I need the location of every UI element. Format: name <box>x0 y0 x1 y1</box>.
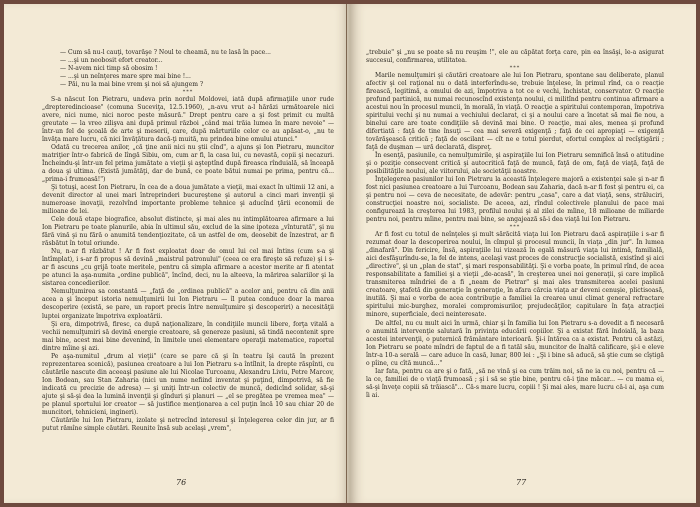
section-separator: *** <box>182 89 194 96</box>
paragraph: Ar fi fost cu totul de neînţeles şi mult sărăcită viaţa lui Ion Pietraru dacă aspiraţiile i s-ar fi rezumat doar la descoperirea noului, în cîmpul şi procesul muncii, în viaţa „din jur". În lumea „dinafară". Din fericire, însă, aspiraţiile lui vizează în egală măsură viaţa lui intimă, familială, aici desfăşurîndu-se, la fel de intens, acelaşi vast proces de construcţie socialistă, existînd şi aici „directive", şi un „plan de stat", şi mari responsabilităţi. Şi e vorba poate, în primul rînd, de acea responsabilitate a familiei şi a vieţii „de-acasă", în creşterea unei noi generaţii, şi care implică transmiterea mîndriei de a fi „neam de Pietrar" şi mai ales transmiterea acelei pasiuni creatoare, ştafetă din generaţie în generaţie, în afara cărcia viaţa ar deveni cenuşie, plictisoasă, inutilă. Şi mai e vorba de acea contribuţie a familiei la crearea unui climat general refractare spiritului mic-burghez, moralei compromisurilor, prejudecăţilor, capitulare în faţa atracţiei minore, superficiale, deci neinteresate. <box>366 231 664 319</box>
paragraph: Şi era, dimpotrivă, firesc, ca după naţionalizare, în condiţiile muncii libere, forţa vitală a vechii nemulţumiri să devină energie creatoare, să genereze pasiuni, să tindă necontenit spre mai bine, acest mai bine devenind, în limitele unei elementare operaţii matematice, raportul dintre mîine şi azi. <box>42 320 334 352</box>
paragraph: Pe aşa-numitul „drum al vieţii" (care se pare că şi în teatru îşi caută în prezent reprezentarea scenică), pasiunea creatoare a lui Ion Pietraru s-a întîlnit, la drepte răspînti, cu căutările nascute din aceeaşi pasiune ale lui Nicolae Turcoanu, Alexandru Liviu, Petre Marcov, Ion Bodean, sau Stan Zaharia (nici un nume nefiind inventat şi puţind, dimpotrivă, să fie indicată cu precizie de adresa) — şi uniţi într-un colectiv de muncă, dedicînd solidar, să-şi ajute şi să-şi dea la lumină invenţii şi gînduri şi planuri — „el se pregătea pe vremea mea" — pe planul sportului lor creator — să justifice menţionarea a cel puţin încă 10 sau chiar 20 de muncitori, tehnicieni, ingineri). <box>42 352 334 416</box>
paragraph: În esenţă, pasiunile, ca nemulţumirile, şi aspiraţiile lui Ion Pietraru semnifică însă o atitudine şi o poziţie consecvent critică şi autocritică faţă de muncă, faţă de om, faţă de viaţă, faţă de posibilităţile noului, ale viitorului, ale societăţii noastre. <box>366 152 664 176</box>
section-separator: *** <box>509 224 521 231</box>
paragraph: Nu, n-ar fi răzbătut ! Ar fi fost exploatat doar de omul lui cel mai întins (cum s-a şi întîmplat), i s-ar fi propus să devină „maistrul patronului" (ceea ce era fireşte să refuze) şi i s-ar fi ascuns „cu grijă toate meritele, pentru că simpla afirmare a acestor merite ar fi atentat pe atunci la aşa-numita „ordine publică", încînd, deci, nu la alteeva, la mărirea salariilor şi la sistarea concedierilor. <box>42 248 334 288</box>
dialogue-line: — ...şi un neînţeres mare spre mai bine !... <box>60 73 191 81</box>
page-number: 77 <box>516 478 527 487</box>
paragraph: De altfel, nu cu mult aici în urmă, chiar şi în familia lui Ion Pietraru s-a dovedit a fi necesară o anumită intervenţie salutară în privinţa educării copiilor. Şi a existat fără îndoială, la baza acestei intervenţii, o puternică frământare interioară. Şi-i întărea ca a existat. Pentru că astăzi, Ion Pietraru se poate mîndri de faptul de a fi tatăl său, muncitor de înaltă calificare, şi-i e eleve într-a 10-a serală — care aduce în casă, lunar, 800 lei : „Şi i bine să aducă, să ştie cum se cîştigă o pîine, cu cîtă muncă..." <box>366 319 664 367</box>
paragraph: Marile nemulţumiri şi căutări creatoare ale lui Ion Pietraru, spontane sau deliberate, planul afectiv şi cel raţional nu o dată interferîndu-se, trebuie înţelese, în primul rînd, ca o reacţie firească, legitimă, a omului de azi, împotriva a tot ce e vechi, închistat, conservator. O reacţie profund partinică, nu numai recunoscînd existenţa noului, ci militînd pentru continua afirmare a acestui nou în procesul muncii, în morală, în viaţă. O reacţie a spiritului contemporan, împotriva spiritului vechi şi nu numai a vechiului declarat, ci şi a noului care a încetat să mai fie nou, a binelui care are toate condiţiile să devină mai bine. O reacţie, mai ales, menea şi profund difertiată : faţă de tine însuţi — cea mai severă exigenţă ; faţă de cei apropiaţi — exigenţă tovărăşească critică ; faţă de oscilant — cît ne e totul pierdut, efortul complex al recîştigării ; faţă de duşman — ură declarată, dispreţ. <box>366 72 664 152</box>
right-page <box>350 4 696 503</box>
dialogue-line: — N-avem nici timp să obosim ! <box>60 65 158 73</box>
paragraph: Nemulţumirea sa constantă — „faţă de „ordinea publică" a acelor ani, pentru că din anii acea a şi început istoria nemulţumirii lui Ion Pietraru — îl putea conduce doar la marea descoperire (există, se pare, un raport precis între nemulţumire şi descoperiri) a necesităţii luptei organizate împotriva exploatării. <box>42 288 334 320</box>
right-page-text <box>366 49 664 400</box>
paragraph: Iar fata, pentru ca are şi o fată, „să ne vină şi ea cum trăim noi, să ne ia cu noi, pentru că — la ce, familiei de o viaţă frumoasă ; şi i să se ştie bine, pentru că-i ţine măcar... — cu mama ei, să-şi înveţe copiii să trăiască"... Că-s mare lucru, copiii ! Şi mai ales, mare lucru că-i ai, aşa cum îi ai. <box>366 367 664 399</box>
paragraph: „trebuie" şi „nu se poate să nu reuşim !", ele au căpătat forţa care, pin ea însăşi, le-a asigurat succesul, confirmarea, utilitatea. <box>366 49 664 65</box>
page-number: 76 <box>176 478 187 487</box>
dialogue-line: — Păi, nu la mai bine vrem şi noi să ajungem ? <box>60 81 204 89</box>
paragraph: Odată cu trecerea anilor, „că ţine anii nici nu ştii cînd", a ajuns şi Ion Pietraru, muncitor matriţier într-o fabrică de lîngă Sibiu, om, cum ar fi, la casa lui, cu nevastă, copii şi necazuri. Încheindu-şi într-un fel prima jumătate a vieţii şi aşteptînd după fireasca rînduială, să înceapă a doua şi ultima. (Există jumătăţi, dar de bună, ce poate bătui numai pe prima, pentru că... „prima-i frumoasă!") <box>42 144 334 184</box>
dialogue-line: — Cum să nu-l cauţi, tovarăşe ? Noul te cheamă, nu te lasă în pace... <box>60 49 271 56</box>
left-page-text <box>42 49 334 433</box>
dialogue-line: — ...şi un neobosit efort creator... <box>60 57 163 65</box>
paragraph: Şi totuşi, acest Ion Pietraru, în cea de a doua jumătate a vieţii, mai exact în ultimii 12 ani, a devenit director al unei mari întreprinderi bucureştene şi autorul a cinci mari invenţii şi numeroase inovaţii, rezolvînd importante probleme tehnice şi aducînd ţării economii de milioane de lei. <box>42 184 334 216</box>
book-gutter <box>346 4 347 503</box>
section-separator: *** <box>509 65 521 72</box>
left-page <box>4 4 350 503</box>
paragraph: Căutările lui Ion Pietraru, izolate şi netrecînd interesul şi înţelegerea celor din jur, ar fi putut rămîne simple căutări. Reunite însă sub acelaşi „vrem", <box>42 416 334 432</box>
paragraph: Înţelegerea pasiunilor lui Ion Pietraru la această înţelegere majoră a existenţei sale şi n-ar fi fost nici pasiunea creatoare a lui Turcoanu, Bodean sau Zaharia, dacă n-ar fi fost şi pentru ei, ca şi pentru noi — ceva de necesitate, de adevăr: pentru „casa", care a dat viaţă, sens, străluciri, construcţiei noastre noi, socialiste. De aceea, azi, rîndul colectivele planului de pace mai configurează la creşterea lui 1983, profilul noului şi al zilei de mîine, 18 milioane de miliarde pentru noi, pentru mîine, pentru mai bine, se angajează să-i dea viaţă lui Ion Pietraru. <box>366 176 664 224</box>
book-spread <box>4 4 696 503</box>
paragraph: Cele două etape biografice, absolut distincte, şi mai ales nu intimplătoarea afirmare a lui Ion Pietraru pe toate planurile, abia în ultimul său, exclud de la sine ipoteza „vînturată", şi nu fără vină şi nu fără o anumită tendenţiozitate, că un astfel de om, deosebit de înzestrat, ar fi răsbătut în totul oriunde. <box>42 216 334 248</box>
paragraph: S-a născut Ion Pietraru, undeva prin nordul Moldovei, iată după afirmaţiile unor rude „drepteredincioase" (comuna Suceviţa, 12.5.1960), „n-avu vrut a-l hărăzi următoarele nici avere, nici nume, nici noroc peste măsură." Drept pentru care a şi fost primit cu multă greutate — la vreo zilişva ani după primul război „când mai trăia lumea în mare nevoie" — într-un fel de şcoală de arte şi meserii, care, după mărturiile celor ce au apăsat-o, „nu te învăţa mare lucru, că nici învăţătura dacă-ţi muită, nu prindea bine omului atunci." <box>42 96 334 144</box>
